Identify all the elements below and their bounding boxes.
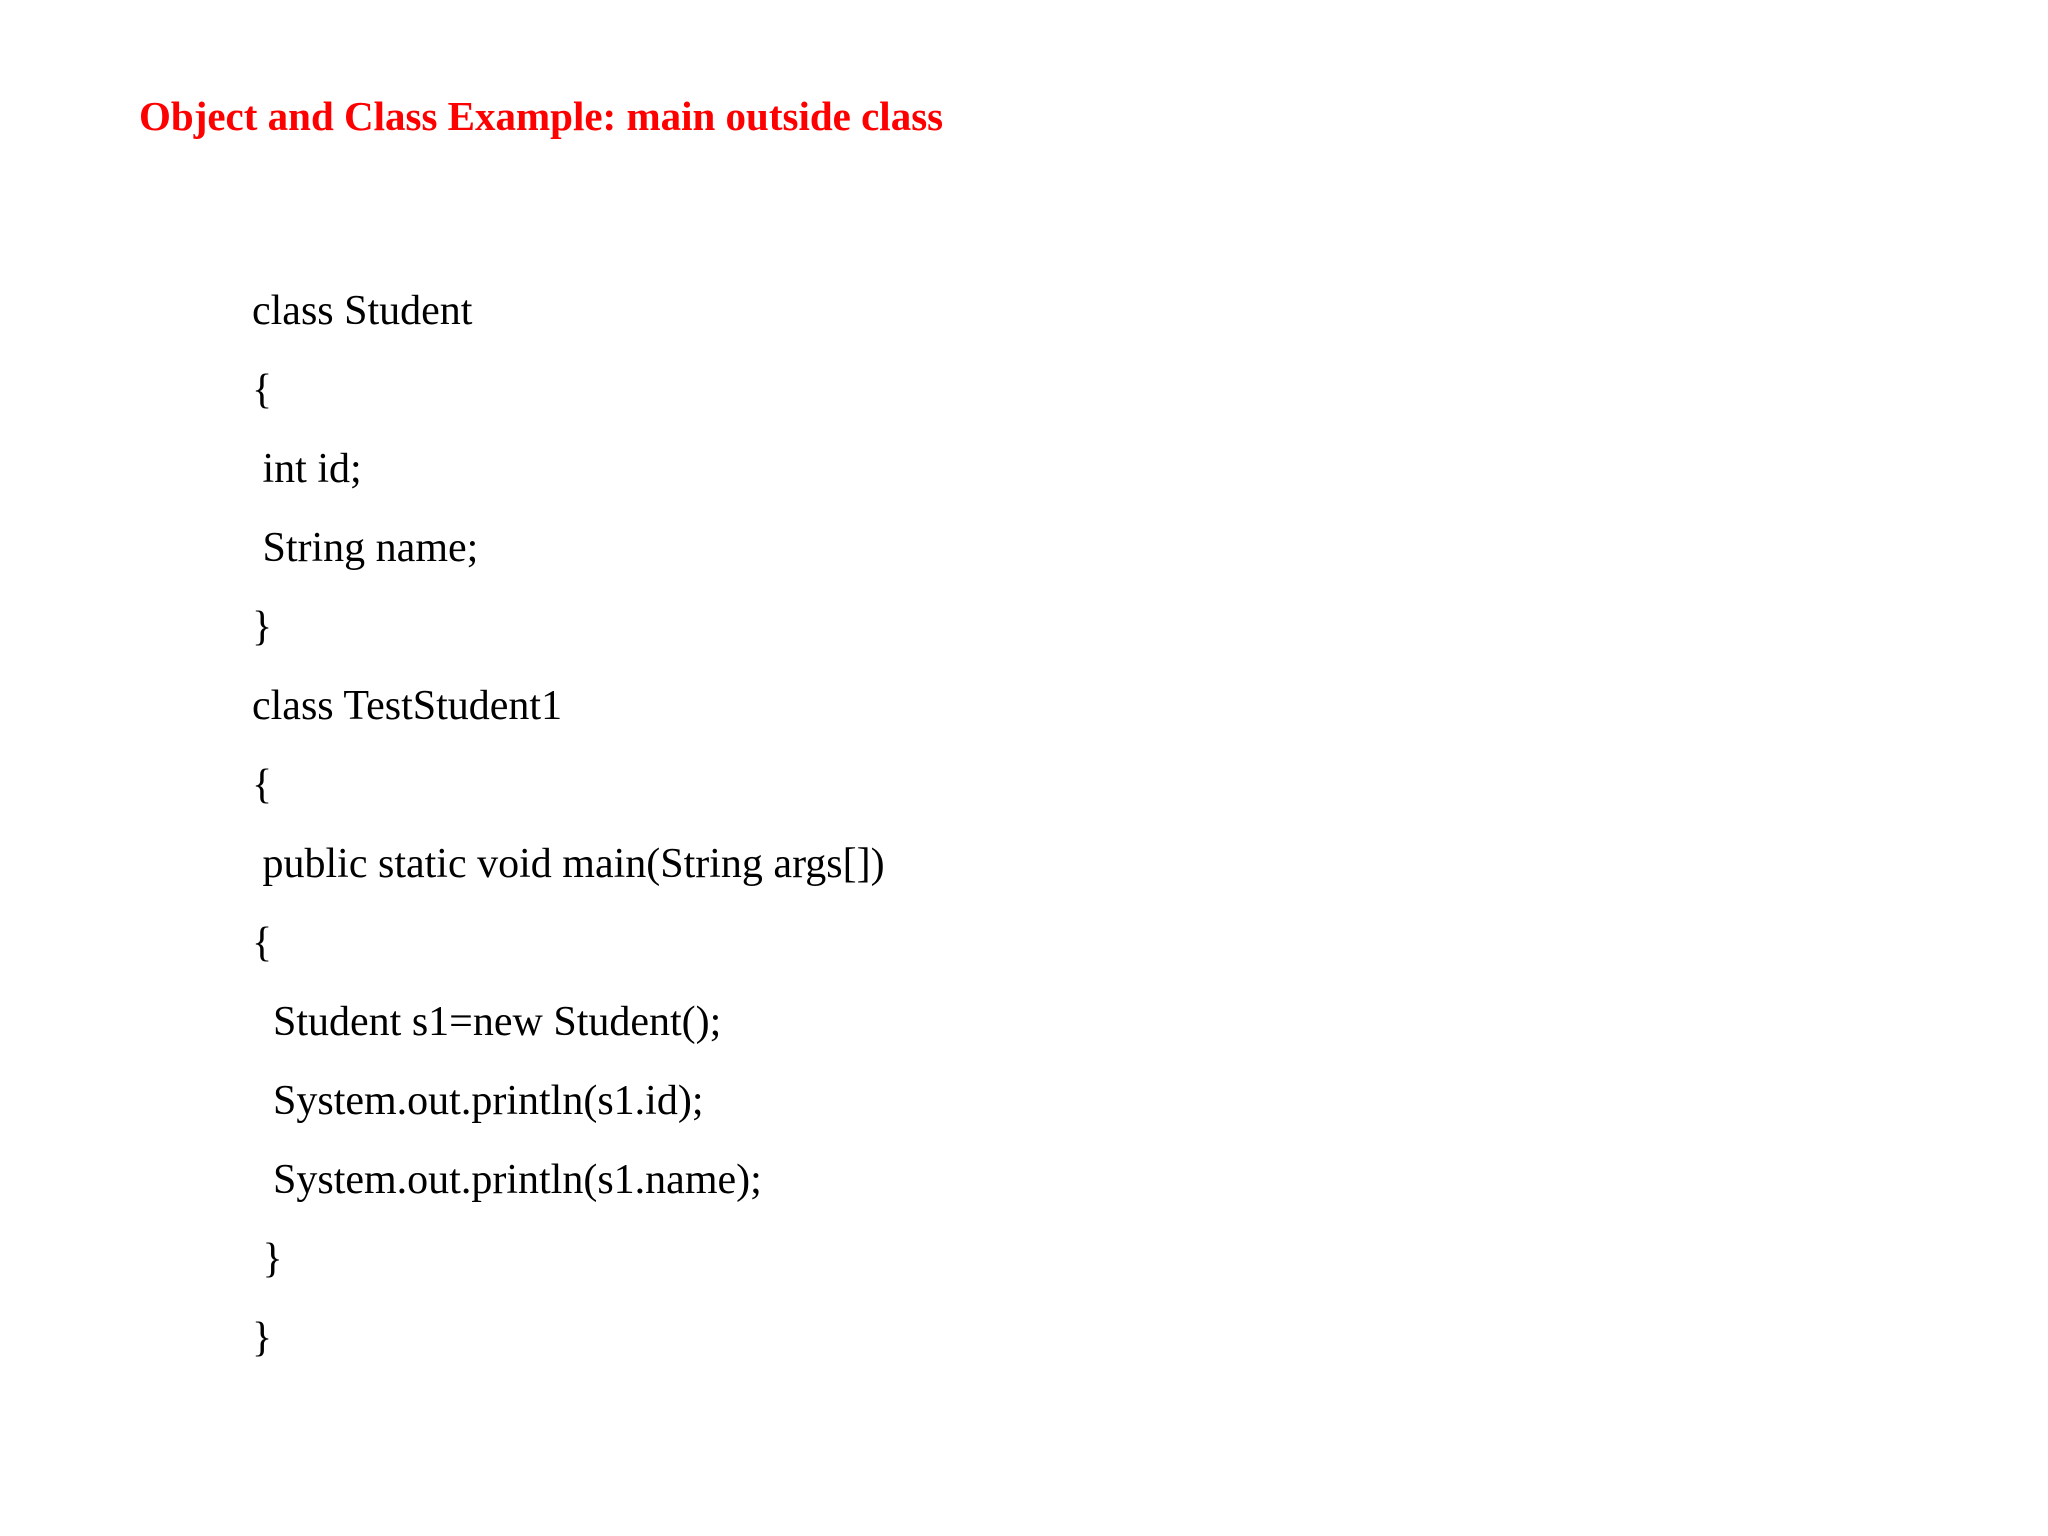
- code-line: {: [252, 920, 273, 966]
- code-line: int id;: [252, 446, 362, 492]
- code-line: Student s1=new Student();: [252, 999, 722, 1045]
- code-line: {: [252, 367, 273, 413]
- code-line: }: [252, 1315, 273, 1361]
- code-line: class Student: [252, 288, 473, 334]
- code-line: String name;: [252, 525, 479, 571]
- code-line: {: [252, 762, 273, 808]
- code-line: }: [252, 1236, 283, 1282]
- code-line: class TestStudent1: [252, 683, 563, 729]
- page-title: Object and Class Example: main outside class: [139, 93, 944, 139]
- code-line: System.out.println(s1.name);: [252, 1157, 762, 1203]
- code-line: System.out.println(s1.id);: [252, 1078, 704, 1124]
- code-line: public static void main(String args[]): [252, 841, 885, 887]
- code-block: [252, 272, 885, 1378]
- code-line: }: [252, 604, 273, 650]
